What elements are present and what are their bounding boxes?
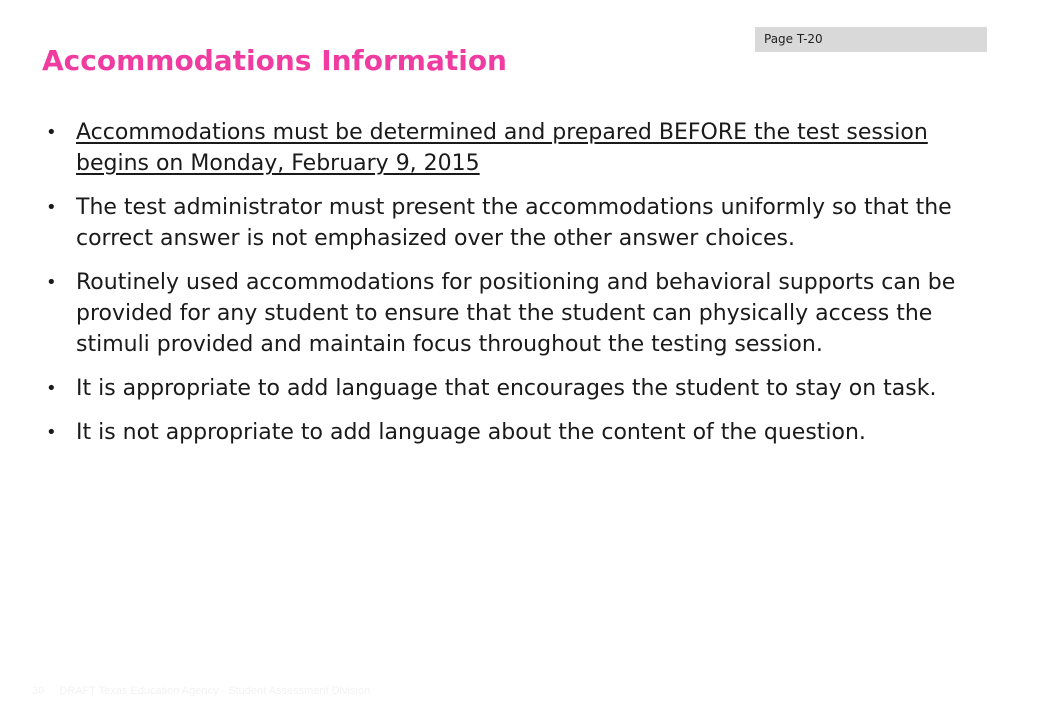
bullet-item xyxy=(46,117,966,179)
page-number-tag: Page T-20 xyxy=(755,27,987,52)
bullet-dot-icon: • xyxy=(46,422,57,443)
bullet-item xyxy=(46,192,966,254)
bullet-dot-icon: • xyxy=(46,197,57,218)
bullet-item xyxy=(46,417,966,448)
bullet-text: It is not appropriate to add language about the content of the question. xyxy=(76,420,866,445)
slide-number: 30 xyxy=(32,685,45,697)
footer-text: DRAFT Texas Education Agency - Student Assessment Division xyxy=(59,685,371,697)
bullet-dot-icon: • xyxy=(46,272,57,293)
bullet-item xyxy=(46,373,966,404)
bullet-text: Routinely used accommodations for positioning and behavioral supports can be provided for any student to ensure that the student can physically access the stimuli provided and maintain focus throughout the testing session. xyxy=(76,270,956,357)
slide-title: Accommodations Information xyxy=(42,44,507,77)
bullet-list xyxy=(46,117,966,461)
bullet-text: It is appropriate to add language that encourages the student to stay on task. xyxy=(76,376,937,401)
bullet-text: The test administrator must present the accommodations uniformly so that the correct answer is not emphasized over the other answer choices. xyxy=(76,195,952,251)
slide-footer xyxy=(32,685,370,697)
bullet-dot-icon: • xyxy=(46,378,57,399)
bullet-text: Accommodations must be determined and prepared BEFORE the test session begins on Monday, February 9, 2015 xyxy=(76,120,928,176)
bullet-item xyxy=(46,267,966,360)
bullet-dot-icon: • xyxy=(46,122,57,143)
